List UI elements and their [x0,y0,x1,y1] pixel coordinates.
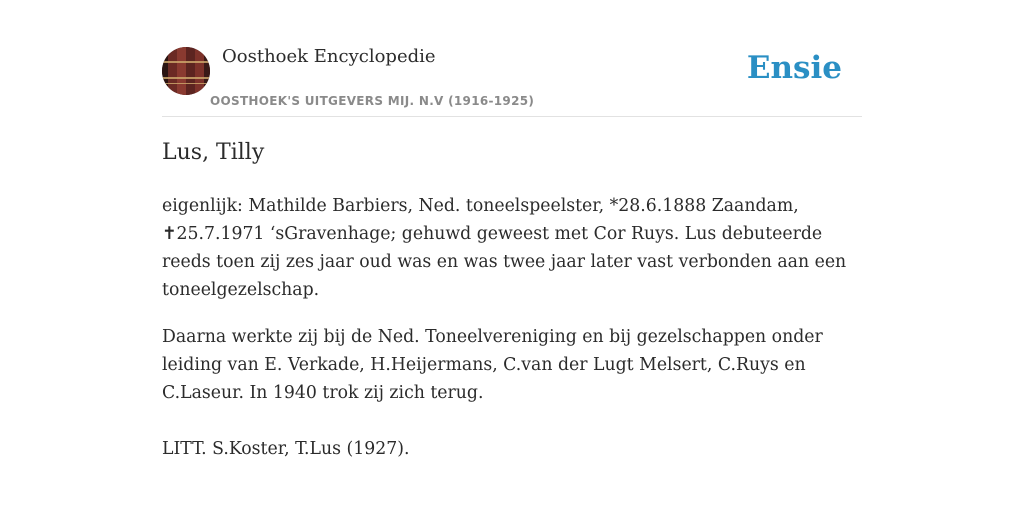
publisher-label: OOSTHOEK'S UITGEVERS MIJ. N.V (1916-1925) [210,94,535,108]
site-name-link[interactable]: Oosthoek Encyclopedie [222,46,436,67]
ensie-logo[interactable]: Ensie [746,50,842,86]
site-header [162,46,862,117]
literature-reference: LITT. S.Koster, T.Lus (1927). [162,439,410,459]
article-body [162,192,862,463]
article-title: Lus, Tilly [162,140,265,165]
article-paragraph: Daarna werkte zij bij de Ned. Toneelvereniging en bij gezelschappen onder leiding van E. Verkade, H.Heijermans, C.van der Lugt Melsert, C.Ruys en C.Laseur. In 1940 trok zij zich terug. [162,327,823,403]
encyclopedia-books-icon[interactable] [162,47,210,95]
article-paragraph: eigenlijk: Mathilde Barbiers, Ned. toneelspeelster, *28.6.1888 Zaandam, ✝25.7.1971 ‘sGravenhage; gehuwd geweest met Cor Ruys. Lus debuteerde reeds toen zij zes jaar oud was en was twee jaar later vast verbonden aan een toneelgezelschap. [162,196,847,300]
